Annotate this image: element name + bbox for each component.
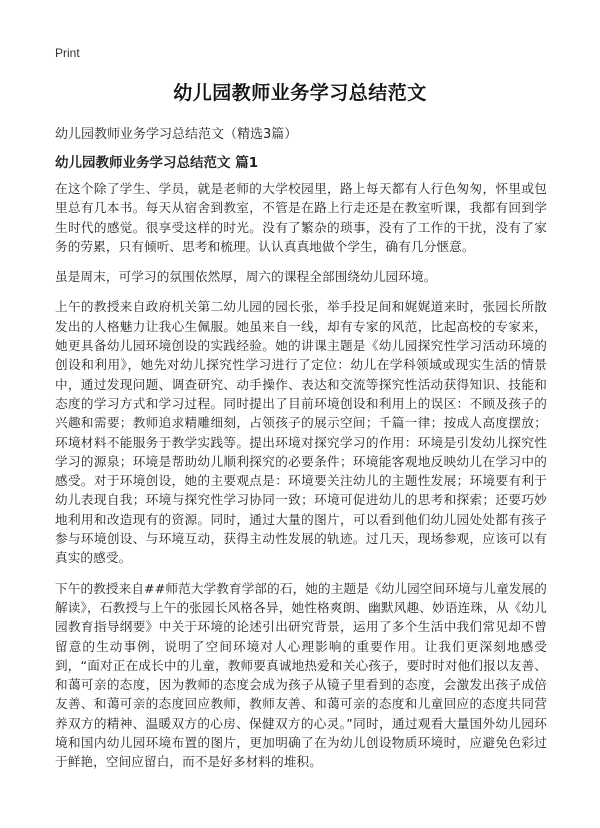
paragraph: 虽是周末，可学习的氛围依然厚，周六的课程全部围绕幼儿园环境。	[55, 269, 437, 285]
document-subtitle: 幼儿园教师业务学习总结范文（精选3篇）	[55, 127, 298, 142]
document-title: 幼儿园教师业务学习总结范文	[173, 82, 427, 104]
section-heading: 幼儿园教师业务学习总结范文 篇1	[55, 155, 259, 171]
document-body	[55, 179, 547, 783]
paragraph: 上午的教授来自政府机关第二幼儿园的园长张，举手投足间和娓娓道来时，张园长所散发出的人格魅力让我心生佩服。她虽来自一线，却有专家的风范，比起高校的专家来，她更具备幼儿园环境创设的实践经验。她的讲课主题是《幼儿园探究性学习活动环境的创设和利用》，她先对幼儿探究性学习进行了定位：幼儿在学科领域或现实生活的情景中，通过发现问题、调查研究、动手操作、表达和交流等探究性活动获得知识、技能和态度的学习方式和学习过程。同时提出了目前环境创设和利用上的误区：不顾及孩子的兴趣和需要；教师追求精雕细刻，占领孩子的展示空间；千篇一律；按成人高度摆放；环境材料不能服务于教学实践等。提出环境对探究学习的作用：环境是引发幼儿探究性学习的源泉；环境是帮助幼儿顺利探究的必要条件；环境能客观地反映幼儿在学习中的感受。对于环境创设，她的主要观点是：环境要关注幼儿的主题性发展；环境要有利于幼儿表现自我；环境与探究性学习协同一致；环境可促进幼儿的思考和探索；还要巧妙地利用和改造现有的资源。同时，通过大量的图片，可以看到他们幼儿园处处都有孩子参与环境创设、与环境互动，获得主动性发展的轨迹。过几天，现场参观，应该可以有真实的感受。	[55, 299, 547, 566]
print-link[interactable]: Print	[55, 46, 80, 60]
paragraph: 下午的教授来自##师范大学教育学部的石，她的主题是《幼儿园空间环境与儿童发展的解读》，石教授与上午的张园长风格各异，她性格爽朗、幽默风趣、妙语连珠，从《幼儿园教育指导纲要》中关于环境的论述引出研究背景，运用了多个生活中我们常见却不曾留意的生动事例，说明了空间环境对人心理影响的重要作用。让我们更深刻地感受到，“面对正在成长中的儿童，教师要真诚地热爱和关心孩子，要时时对他们报以友善、和蔼可亲的态度，因为教师的态度会成为孩子从镜子里看到的态度，会激发出孩子成倍友善、和蔼可亲的态度回应教师，教师友善、和蔼可亲的态度和儿童回应的态度共同营养双方的精神、温暖双方的心房、保健双方的心灵。”同时，通过观看大量国外幼儿园环境和国内幼儿园环境布置的图片，更加明确了在为幼儿创设物质环境时，应避免色彩过于鲜艳，空间应留白，而不是好多材料的堆积。	[55, 580, 547, 770]
paragraph: 在这个除了学生、学员，就是老师的大学校园里，路上每天都有人行色匆匆，怀里或包里总有几本书。每天从宿舍到教室，不管是在路上行走还是在教室听课，我都有回到学生时代的感觉。很享受这样的时光。没有了繁杂的琐事，没有了工作的干扰，没有了家务的劳累，只有倾听、思考和梳理。认认真真地做个学生，确有几分惬意。	[55, 181, 547, 254]
